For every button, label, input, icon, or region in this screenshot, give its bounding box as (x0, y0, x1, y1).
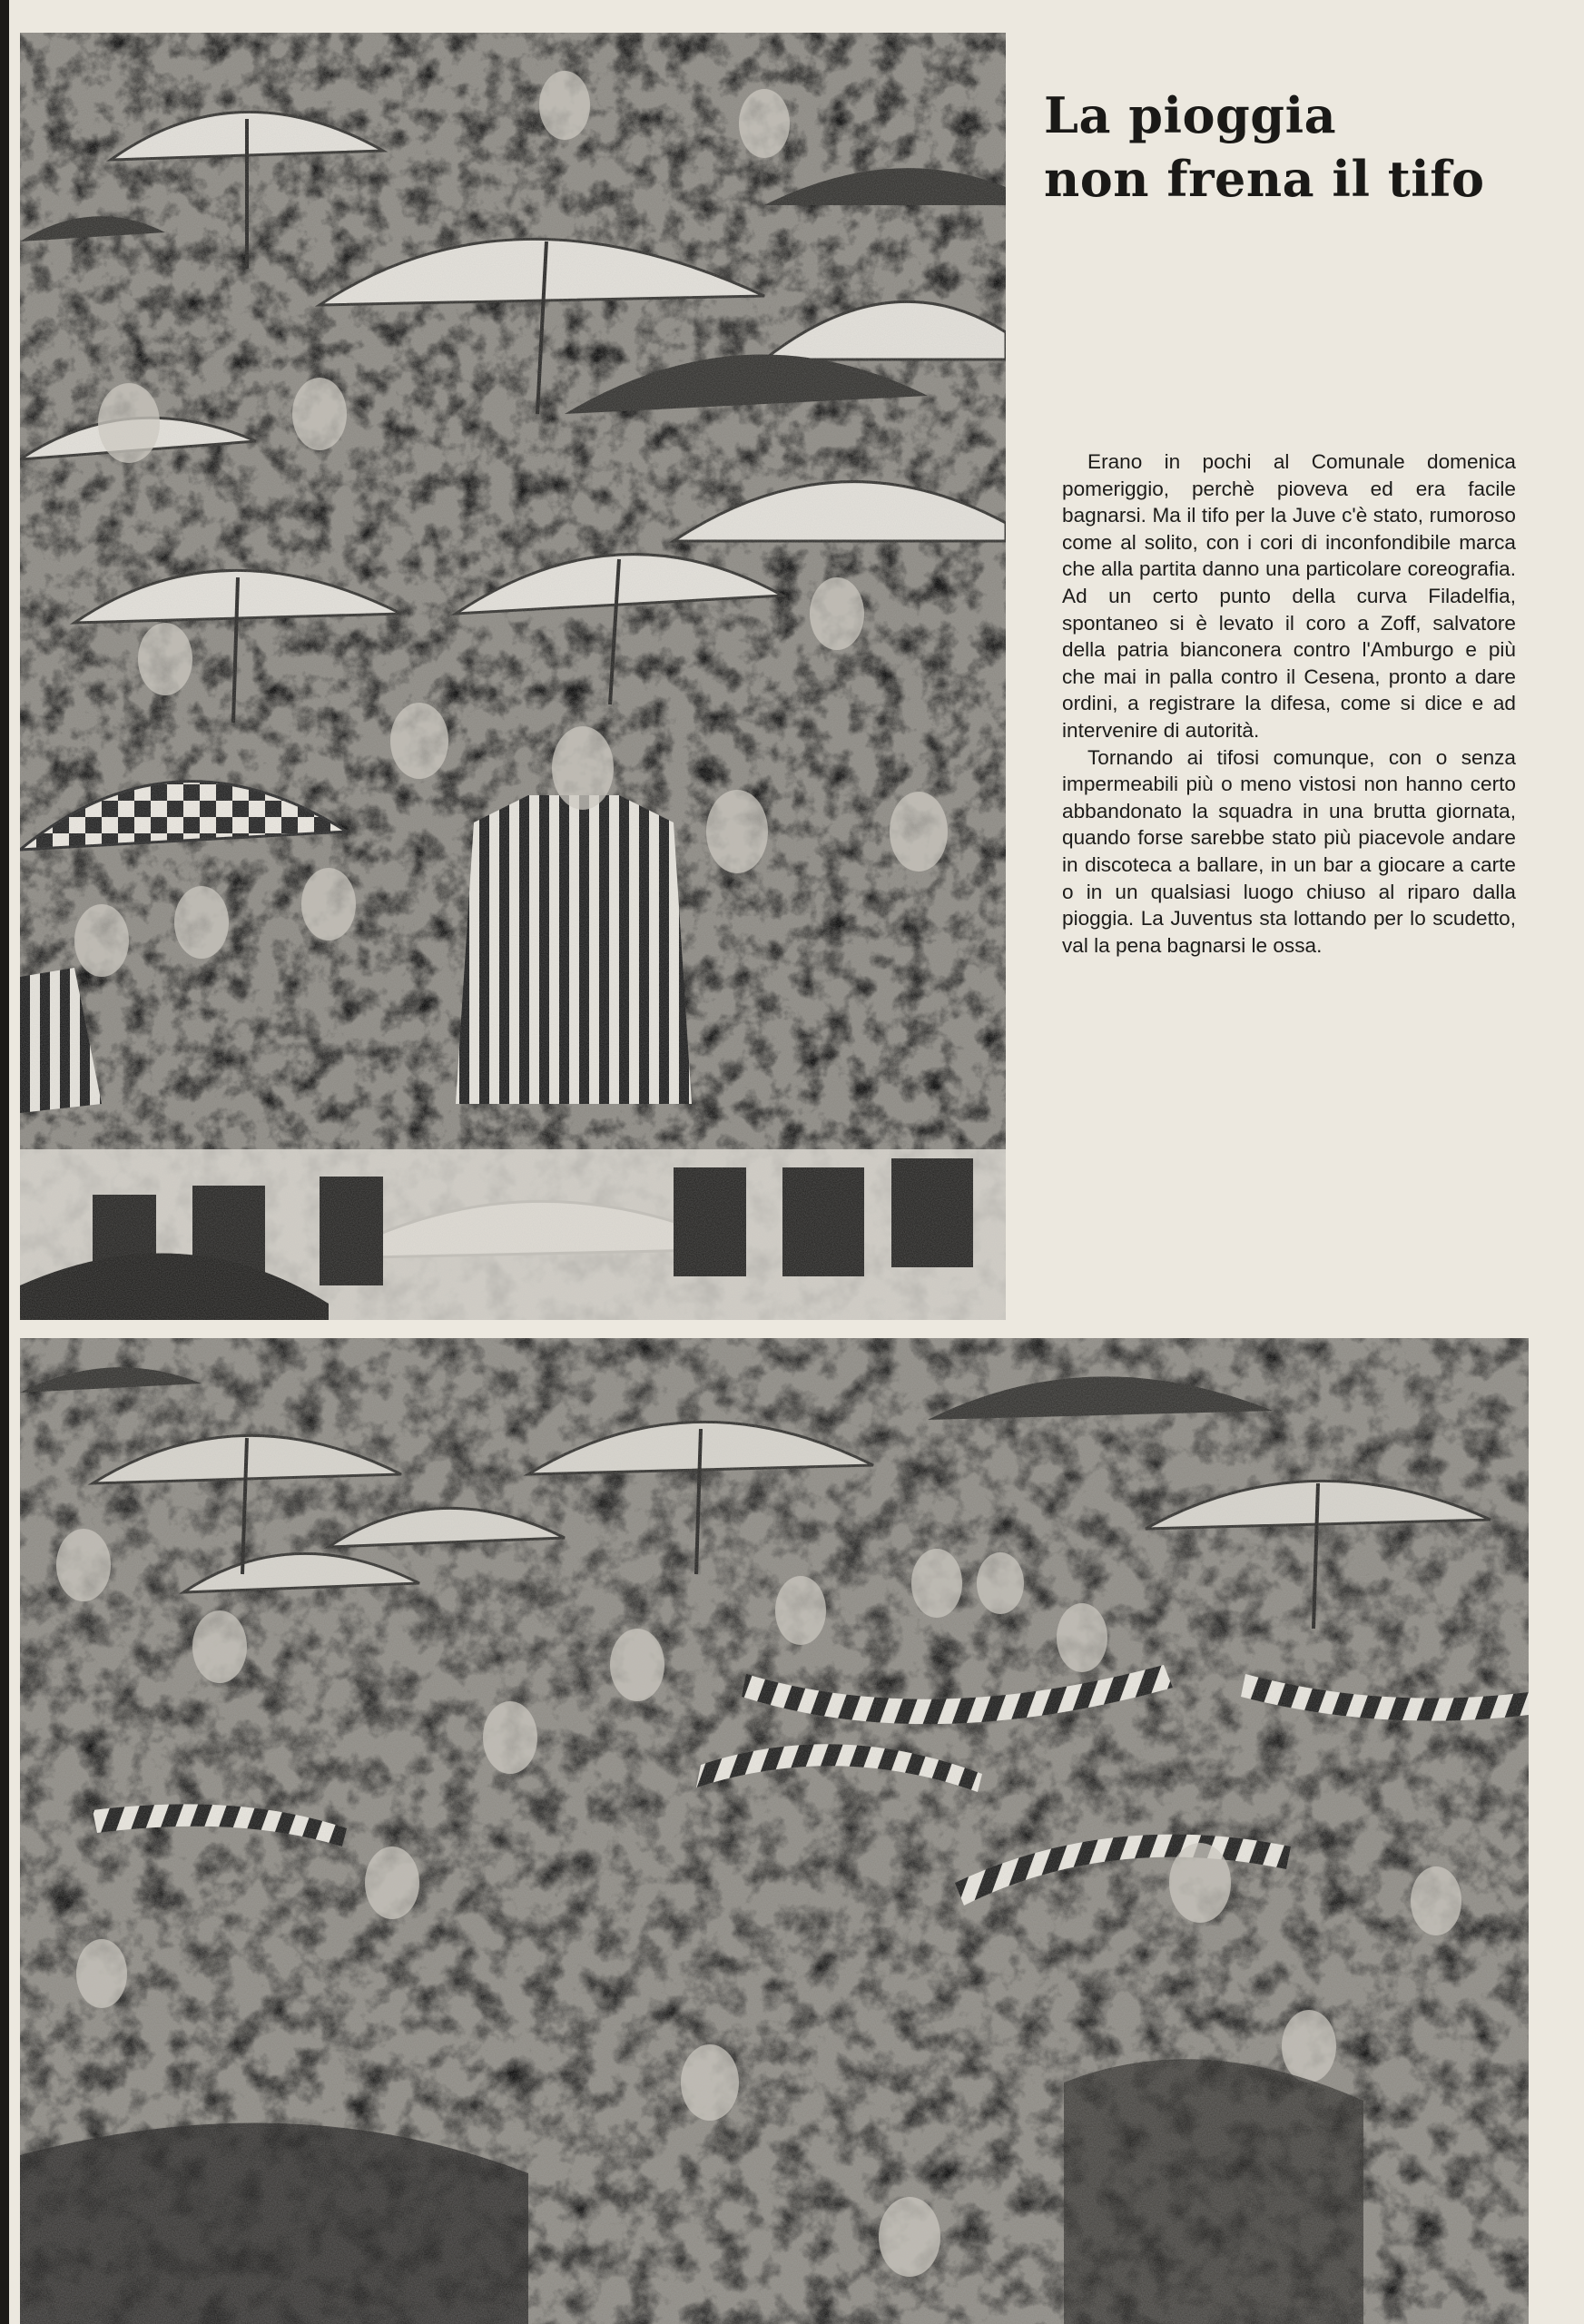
article-paragraph-2: Tornando ai tifosi comunque, con o senza impermeabili più o meno vistosi non hanno certo abbandonato la squadra in una brutta giornata, quando forse sarebbe stato più piacevole andare in discoteca a ballare, in un bar a giocare a carte o in un qualsiasi luogo chiuso al riparo dalla pioggia. La Juventus sta lottando per lo scudetto, val la pena bagnarsi le ossa. (1062, 745, 1516, 957)
article-paragraph-1: Erano in pochi al Comunale domenica pomeriggio, perchè pioveva ed era facile bagnarsi. Ma il tifo per la Juve c'è stato, rumoroso come al solito, con i cori di inconfondibile marca che alla partita danno una particolare coreografia. Ad un certo punto della curva Filadelfia, spontaneo si è levato il coro a Zoff, salvatore della patria bianconera contro l'Amburgo e più che mai in palla contro il Cesena, pronto a dare ordini, a registrare la difesa, come si dice e ad intervenire di autorità. (1062, 450, 1516, 742)
crowd-scarves-photo (20, 1338, 1529, 2324)
article-body (1062, 448, 1516, 959)
headline-line-1: La pioggia (1044, 86, 1337, 144)
crowd-scarves-image (20, 1338, 1529, 2324)
article-headline (1044, 84, 1552, 211)
magazine-page (9, 0, 1584, 2324)
crowd-umbrellas-image (20, 33, 1006, 1320)
headline-line-2: non frena il tifo (1044, 150, 1485, 208)
crowd-umbrellas-photo (20, 33, 1006, 1320)
